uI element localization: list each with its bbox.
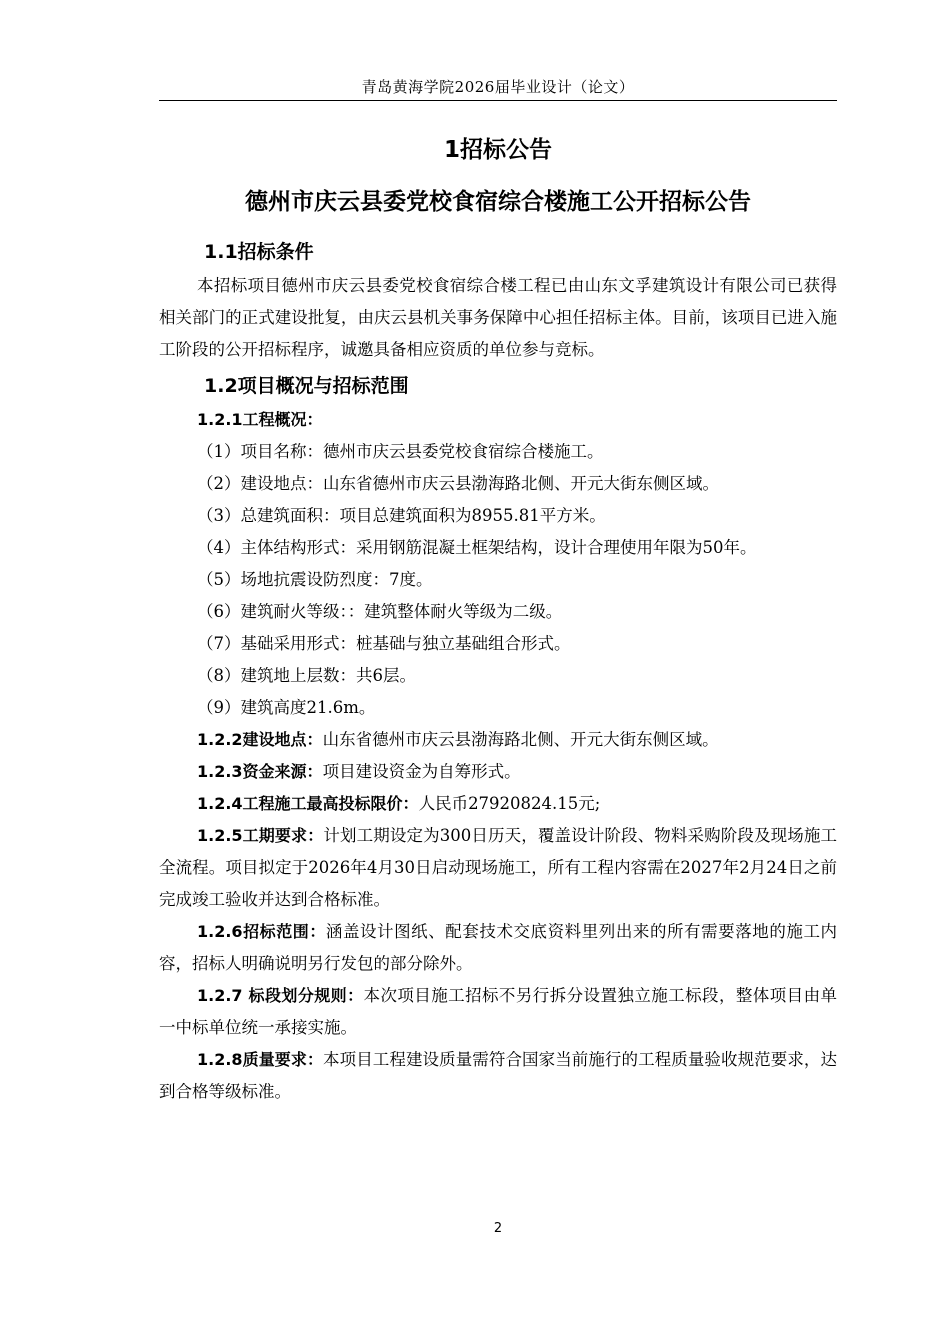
subsection-1-2-8 [159,1044,837,1108]
list-item: （5）场地抗震设防烈度：7度。 [197,570,433,589]
section-heading-1-1: 1.1招标条件 [204,241,314,263]
running-header: 青岛黄海学院2026届毕业设计（论文） [361,78,635,96]
section-heading-1-2: 1.2项目概况与招标范围 [204,375,409,397]
subsection-text: 涵盖设计图纸、配套技术交底资料里列出来的所有需要落地的施工内容，招标人明确说明另行发包的部分除外。 [159,922,837,973]
document-title: 德州市庆云县委党校食宿综合楼施工公开招标公告 [245,189,751,215]
subsection-lead: 1.2.5工期要求： [197,826,324,845]
subsection-lead: 1.2.4工程施工最高投标限价： [197,794,419,813]
subsection-1-2-3 [159,756,837,788]
subsection-heading-1-2-1: 1.2.1工程概况： [197,410,323,429]
subsection-1-2-4 [159,788,837,820]
subsection-text: 计划工期设定为300日历天，覆盖设计阶段、物料采购阶段及现场施工全流程。项目拟定于2026年4月30日启动现场施工，所有工程内容需在2027年2月24日之前完成竣工验收并达到合格标准。 [159,826,837,909]
subsection-text: 人民币27920824.15元; [418,794,601,813]
subsection-lead: 1.2.8质量要求： [197,1050,324,1069]
subsection-1-2-7 [159,980,837,1044]
subsection-lead: 1.2.6招标范围： [197,922,326,941]
list-item: （7）基础采用形式：桩基础与独立基础组合形式。 [197,634,571,653]
list-item: （2）建设地点：山东省德州市庆云县渤海路北侧、开元大街东侧区域。 [197,474,719,493]
list-item: （4）主体结构形式：采用钢筋混凝土框架结构，设计合理使用年限为50年。 [197,538,757,557]
list-item: （1）项目名称：德州市庆云县委党校食宿综合楼施工。 [197,442,604,461]
list-item: （9）建筑高度21.6m。 [197,698,376,717]
subsection-text: 山东省德州市庆云县渤海路北侧、开元大街东侧区域。 [322,730,719,749]
subsection-1-2-2 [159,724,837,756]
chapter-title: 1招标公告 [443,137,552,163]
list-item: （6）建筑耐火等级：：建筑整体耐火等级为二级。 [197,602,563,621]
subsection-text: 项目建设资金为自筹形式。 [322,762,521,781]
subsection-text: 本项目工程建设质量需符合国家当前施行的工程质量验收规范要求，达到合格等级标准。 [159,1050,837,1101]
section-1-1-body: 本招标项目德州市庆云县委党校食宿综合楼工程已由山东文孚建筑设计有限公司已获得相关部门的正式建设批复，由庆云县机关事务保障中心担任招标主体。目前，该项目已进入施工阶段的公开招标程序，诚邀具备相应资质的单位参与竞标。 [159,276,837,359]
subsection-lead: 1.2.7 标段划分规则： [197,986,364,1005]
subsection-1-2-5 [159,820,837,916]
subsection-lead: 1.2.2建设地点： [197,730,323,749]
page-number: 2 [493,1221,503,1236]
list-item: （8）建筑地上层数：共6层。 [197,666,416,685]
subsection-text: 本次项目施工招标不另行拆分设置独立施工标段，整体项目由单一中标单位统一承接实施。 [159,986,837,1037]
subsection-lead: 1.2.3资金来源： [197,762,323,781]
subsection-1-2-6 [159,916,837,980]
header-divider [159,100,837,101]
main-content [159,234,837,1108]
list-item: （3）总建筑面积：项目总建筑面积为8955.81平方米。 [197,506,606,525]
